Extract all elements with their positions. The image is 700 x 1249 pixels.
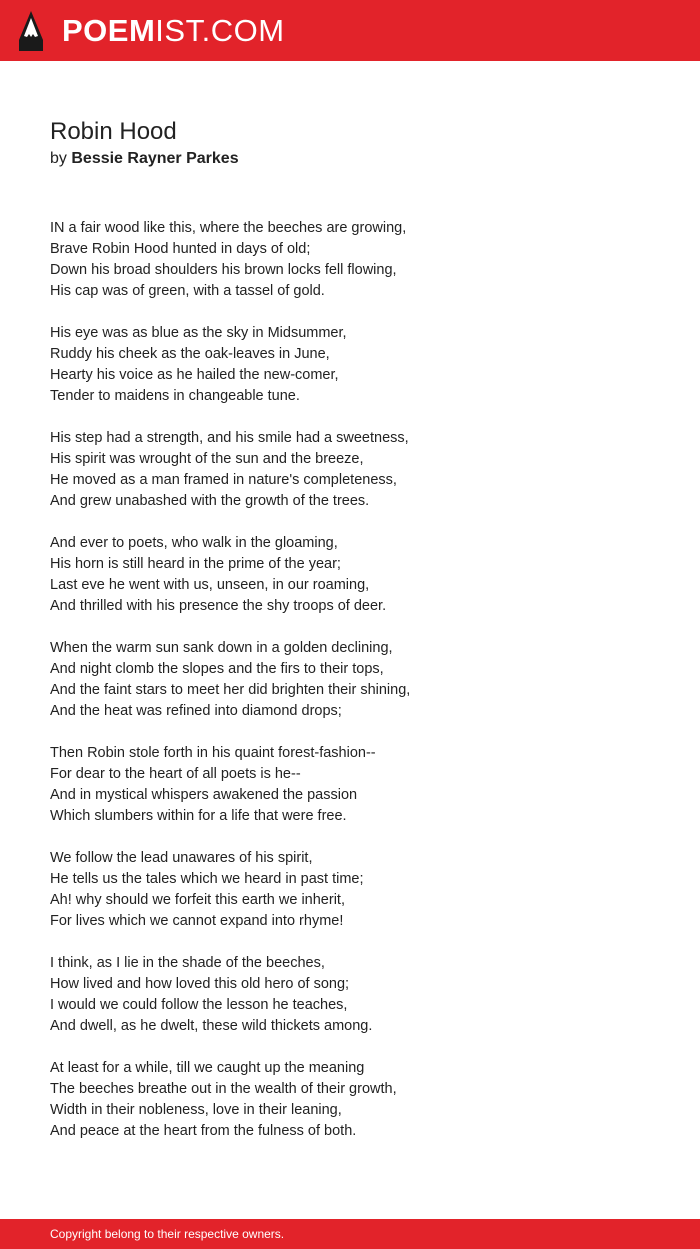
poem-line: His step had a strength, and his smile had a sweetness, [50, 430, 409, 446]
poem-line: He tells us the tales which we heard in past time; [50, 871, 364, 887]
poem-line: I think, as I lie in the shade of the beeches, [50, 955, 325, 971]
poem-line: He moved as a man framed in nature's completeness, [50, 472, 397, 488]
site-logo[interactable] [62, 13, 285, 49]
poem-line: And grew unabashed with the growth of the trees. [50, 493, 370, 509]
poem-byline [50, 149, 239, 169]
poem-line: Tender to maidens in changeable tune. [50, 388, 300, 404]
poem-line: And ever to poets, who walk in the gloaming, [50, 535, 338, 551]
poem-line: We follow the lead unawares of his spirit, [50, 850, 313, 866]
site-footer [0, 1219, 700, 1249]
stanza [50, 953, 650, 1037]
poem-line: Width in their nobleness, love in their leaning, [50, 1102, 342, 1118]
poem-line: Last eve he went with us, unseen, in our roaming, [50, 577, 370, 593]
poem-body [50, 218, 650, 1163]
poem-line: I would we could follow the lesson he teaches, [50, 997, 348, 1013]
poem-line: IN a fair wood like this, where the beeches are growing, [50, 220, 407, 236]
stanza [50, 743, 650, 827]
poem-line: Ruddy his cheek as the oak-leaves in June, [50, 346, 330, 362]
poem-line: Then Robin stole forth in his quaint forest-fashion-- [50, 745, 376, 761]
copyright-notice: Copyright belong to their respective owners. [50, 1227, 285, 1241]
poem-line: Ah! why should we forfeit this earth we inherit, [50, 892, 345, 908]
pencil-tip-icon [18, 10, 44, 52]
poem-line: His spirit was wrought of the sun and the breeze, [50, 451, 364, 467]
stanza [50, 848, 650, 932]
poem-line: And the heat was refined into diamond drops; [50, 703, 342, 719]
logo-light-text: IST.COM [155, 13, 285, 48]
poem-line: Brave Robin Hood hunted in days of old; [50, 241, 311, 257]
stanza [50, 428, 650, 512]
poem-title: Robin Hood [50, 118, 177, 145]
stanza [50, 218, 650, 302]
poem-line: Down his broad shoulders his brown locks fell flowing, [50, 262, 397, 278]
poem-line: For dear to the heart of all poets is he-- [50, 766, 301, 782]
poem-line: And in mystical whispers awakened the passion [50, 787, 358, 803]
poem-author: Bessie Rayner Parkes [71, 150, 239, 167]
stanza [50, 1058, 650, 1142]
poem-line: His horn is still heard in the prime of the year; [50, 556, 341, 572]
site-header [0, 0, 700, 61]
poem-line: And thrilled with his presence the shy troops of deer. [50, 598, 387, 614]
poem-line: And the faint stars to meet her did brighten their shining, [50, 682, 411, 698]
poem-line: Hearty his voice as he hailed the new-comer, [50, 367, 339, 383]
poem-line: At least for a while, till we caught up the meaning [50, 1060, 365, 1076]
byline-prefix: by [50, 150, 67, 167]
poem-line: The beeches breathe out in the wealth of their growth, [50, 1081, 397, 1097]
poem-line: For lives which we cannot expand into rhyme! [50, 913, 344, 929]
poem-line: His cap was of green, with a tassel of gold. [50, 283, 325, 299]
stanza [50, 533, 650, 617]
poem-line: And peace at the heart from the fulness of both. [50, 1123, 357, 1139]
poem-line: How lived and how loved this old hero of song; [50, 976, 350, 992]
poem-line: When the warm sun sank down in a golden declining, [50, 640, 393, 656]
poem-line: Which slumbers within for a life that were free. [50, 808, 347, 824]
poem-line: His eye was as blue as the sky in Midsummer, [50, 325, 347, 341]
stanza [50, 638, 650, 722]
logo-bold-text: POEM [62, 13, 156, 48]
poem-line: And dwell, as he dwelt, these wild thickets among. [50, 1018, 373, 1034]
poem-line: And night clomb the slopes and the firs to their tops, [50, 661, 384, 677]
stanza [50, 323, 650, 407]
